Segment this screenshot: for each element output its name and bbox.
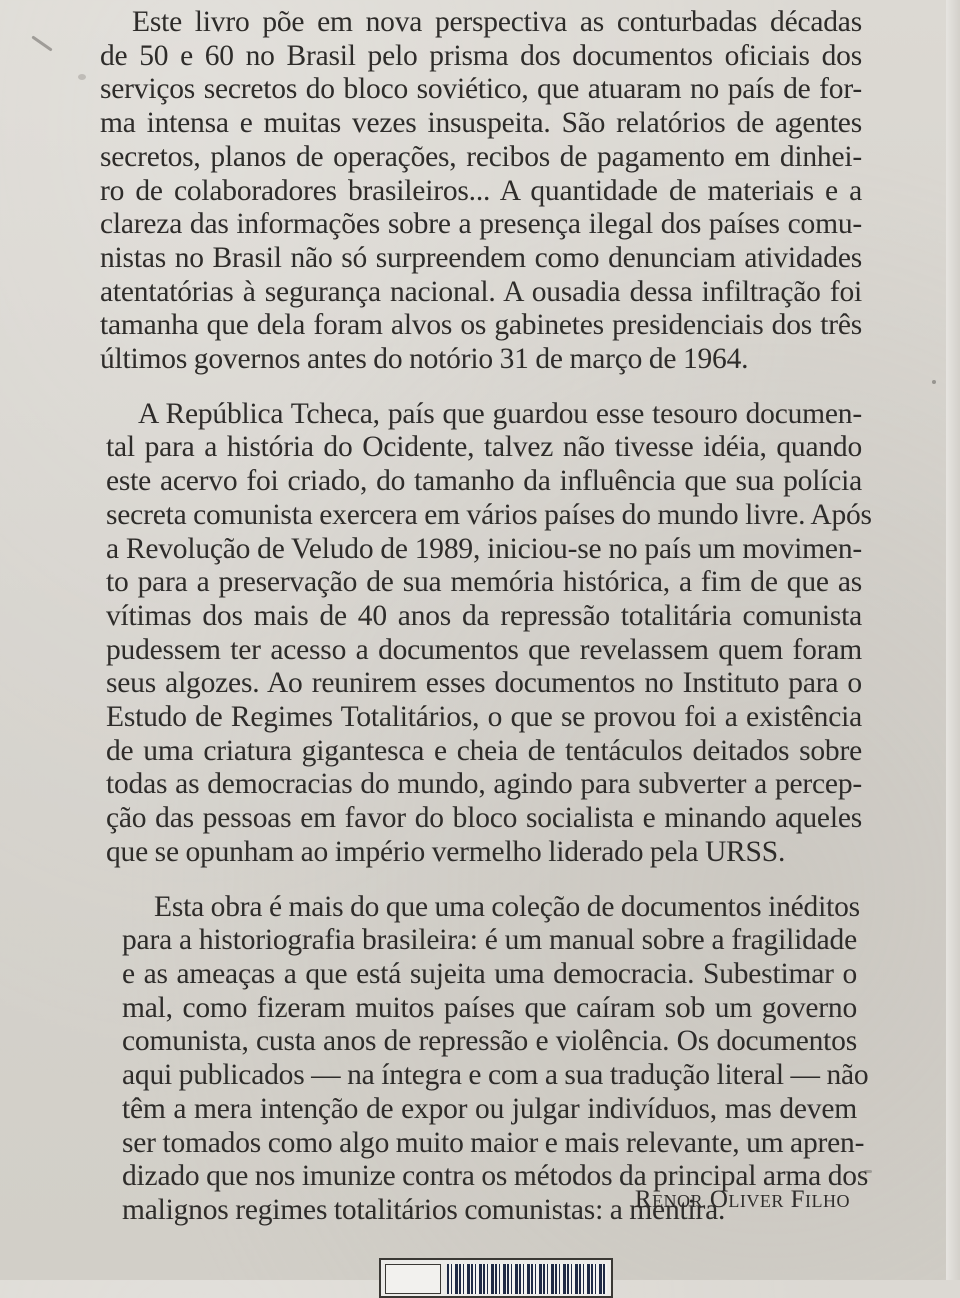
blurb-text [100,6,872,1228]
text-line: que se opunham ao império vermelho liderado pela URSS. [106,835,786,868]
paragraph-1 [100,6,862,377]
publisher-logo-icon [385,1264,441,1294]
text-line: to para a preservação de sua memória histórica, a fim de que as [106,566,862,599]
text-line: serviços secretos do bloco soviético, que atuaram no país de for- [100,73,862,106]
text-line: últimos governos antes do notório 31 de março de 1964. [100,343,749,376]
text-line: secreta comunista exercera em vários países do mundo livre. Após [106,498,872,531]
text-line: todas as democracias do mundo, agindo para subverter a percep- [106,768,862,801]
text-line: para a historiografia brasileira: é um manual sobre a fragilidade [122,924,857,957]
text-line: tal para a história do Ocidente, talvez não tivesse idéia, quando [106,431,862,464]
text-line: Esta obra é mais do que uma coleção de documentos inéditos [154,890,860,923]
text-line: mal, como fizeram muitos países que caíram sob um governo [122,991,857,1024]
text-line: dizado que nos imunize contra os métodos da principal arma dos [122,1160,869,1193]
text-line: de 50 e 60 no Brasil pelo prisma dos documentos oficiais dos [100,39,862,72]
text-line: têm a mera intenção de expor ou julgar indivíduos, mas devem [122,1092,857,1125]
text-line: malignos regimes totalitários comunistas: a mentira. [122,1193,726,1226]
text-line: comunista, custa anos de repressão e violência. Os documentos [122,1025,857,1058]
text-line: A República Tcheca, país que guardou esse tesouro documen- [138,397,862,430]
paper-mark [31,35,52,51]
text-line: pudessem ter acesso a documentos que revelassem quem foram [106,633,862,666]
text-line: de uma criatura gigantesca e cheia de tentáculos deitados sobre [106,734,862,767]
paragraph-2 [106,397,872,870]
page-edge [946,0,960,1280]
paper-mark [78,74,86,80]
text-line: a Revolução de Veludo de 1989, iniciou-se no país um movimen- [106,532,862,565]
text-line: ção das pessoas em favor do bloco socialista e minando aqueles [106,802,862,835]
barcode-icon [447,1264,607,1294]
text-line: ro de colaboradores brasileiros... A quantidade de materiais e a [100,174,862,207]
text-line: atentatórias à segurança nacional. A ousadia dessa infiltração foi [100,275,862,308]
text-line: vítimas dos mais de 40 anos da repressão totalitária comunista [106,599,862,632]
text-line: clareza das informações sobre a presença ilegal dos países comu- [100,208,862,241]
author-signature: Renor Oliver Filho [634,1186,850,1213]
text-line: e as ameaças a que está sujeita uma democracia. Subestimar o [122,957,857,990]
paper-mark [932,380,936,384]
text-line: secretos, planos de operações, recibos de pagamento em dinhei- [100,140,862,173]
text-line: Este livro põe em nova perspectiva as conturbadas décadas [132,6,862,38]
text-line: ma intensa e muitas vezes insuspeita. São relatórios de agentes [100,107,862,140]
text-line: aqui publicados — na íntegra e com a sua tradução literal — não [122,1059,869,1092]
text-line: Estudo de Regimes Totalitários, o que se provou foi a existência [106,701,862,734]
text-line: este acervo foi criado, do tamanho da influência que sua polícia [106,465,862,498]
barcode-label [379,1258,613,1298]
text-line: seus algozes. Ao reunirem esses documentos no Instituto para o [106,667,862,700]
text-line: tamanha que dela foram alvos os gabinetes presidenciais dos três [100,309,862,342]
text-line: ser tomados como algo muito maior e mais relevante, um apren- [122,1126,865,1159]
paragraph-3 [122,890,869,1228]
text-line: nistas no Brasil não só surpreendem como denunciam atividades [100,241,862,274]
